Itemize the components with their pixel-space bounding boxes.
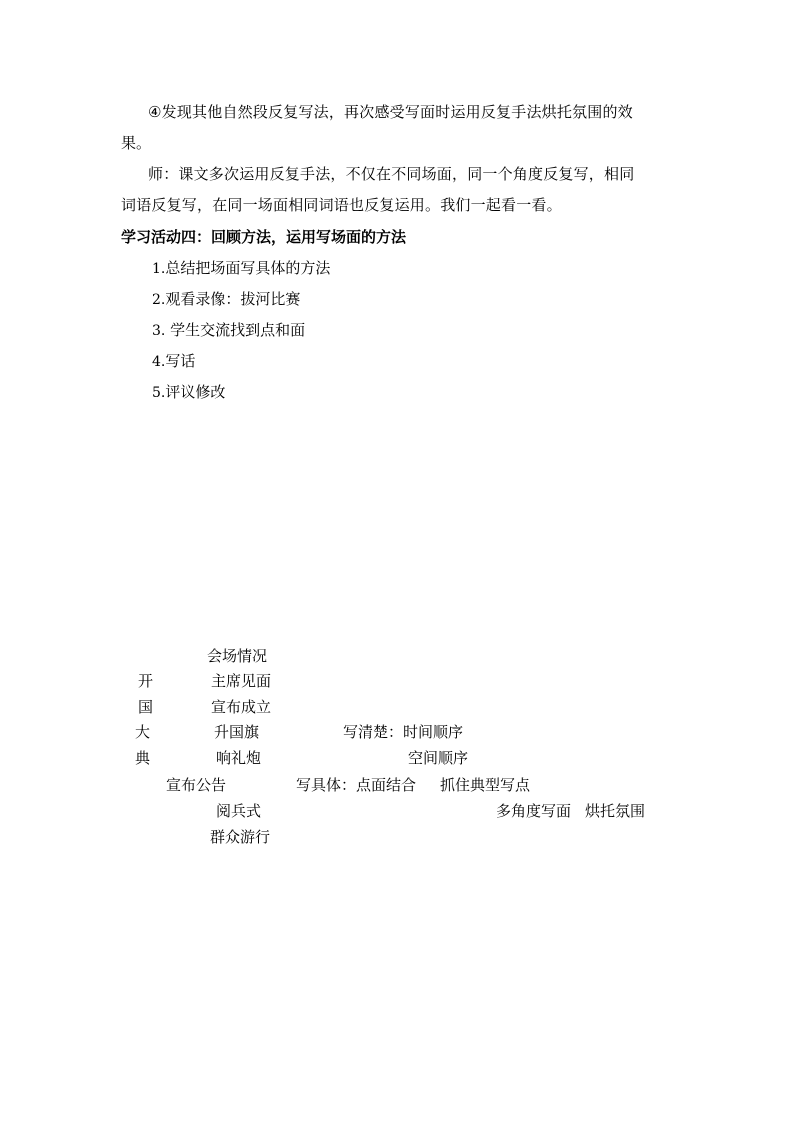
board-event: 群众游行 [210,828,271,846]
paragraph-line: 师：课文多次运用反复手法，不仅在不同场面，同一个角度反复写，相同 [148,165,635,183]
board-specific-label: 写具体：点面结合 [296,776,417,794]
board-event: 升国旗 [214,723,260,741]
list-item-text: 写话 [165,352,196,370]
board-event: 宣布公告 [166,776,227,794]
board-atmosphere: 烘托氛围 [585,802,646,820]
list-item [152,288,300,311]
list-item-number: 2. [152,292,166,308]
board-title-char: 大 [135,723,151,741]
list-item-number: 5. [152,385,166,401]
board-event: 会场情况 [207,647,268,665]
list-item-text: 总结把场面写具体的方法 [165,259,331,277]
paragraph-line: 果。 [121,134,152,152]
paragraph-line: ④发现其他自然段反复写法，再次感受写面时运用反复手法烘托氛围的效 [148,103,633,121]
board-event: 主席见面 [211,672,272,690]
activity-heading: 学习活动四：回顾方法，运用写场面的方法 [121,228,407,246]
board-clear-second: 空间顺序 [408,749,469,767]
board-clear-label: 写清楚：时间顺序 [343,723,464,741]
board-specific-point: 抓住典型写点 [440,776,531,794]
list-item-number: 3. [152,323,166,339]
list-item [152,381,225,404]
list-item-text: 观看录像：拔河比赛 [165,290,301,308]
board-event: 响礼炮 [216,749,262,767]
list-item-number: 1. [152,261,166,277]
list-item [152,257,330,280]
list-item-text: 学生交流找到点和面 [165,321,306,339]
list-item-number: 4. [152,354,166,370]
board-multi-angle: 多角度写面 [496,802,572,820]
board-title-char: 典 [135,749,151,767]
board-title-char: 国 [138,698,154,716]
list-item-text: 评议修改 [165,383,226,401]
board-event: 阅兵式 [216,802,262,820]
paragraph-line: 词语反复写，在同一场面相同词语也反复运用。我们一起看一看。 [121,196,562,214]
board-event: 宣布成立 [211,698,272,716]
list-item [152,350,195,373]
list-item [152,319,305,342]
board-title-char: 开 [138,672,154,690]
